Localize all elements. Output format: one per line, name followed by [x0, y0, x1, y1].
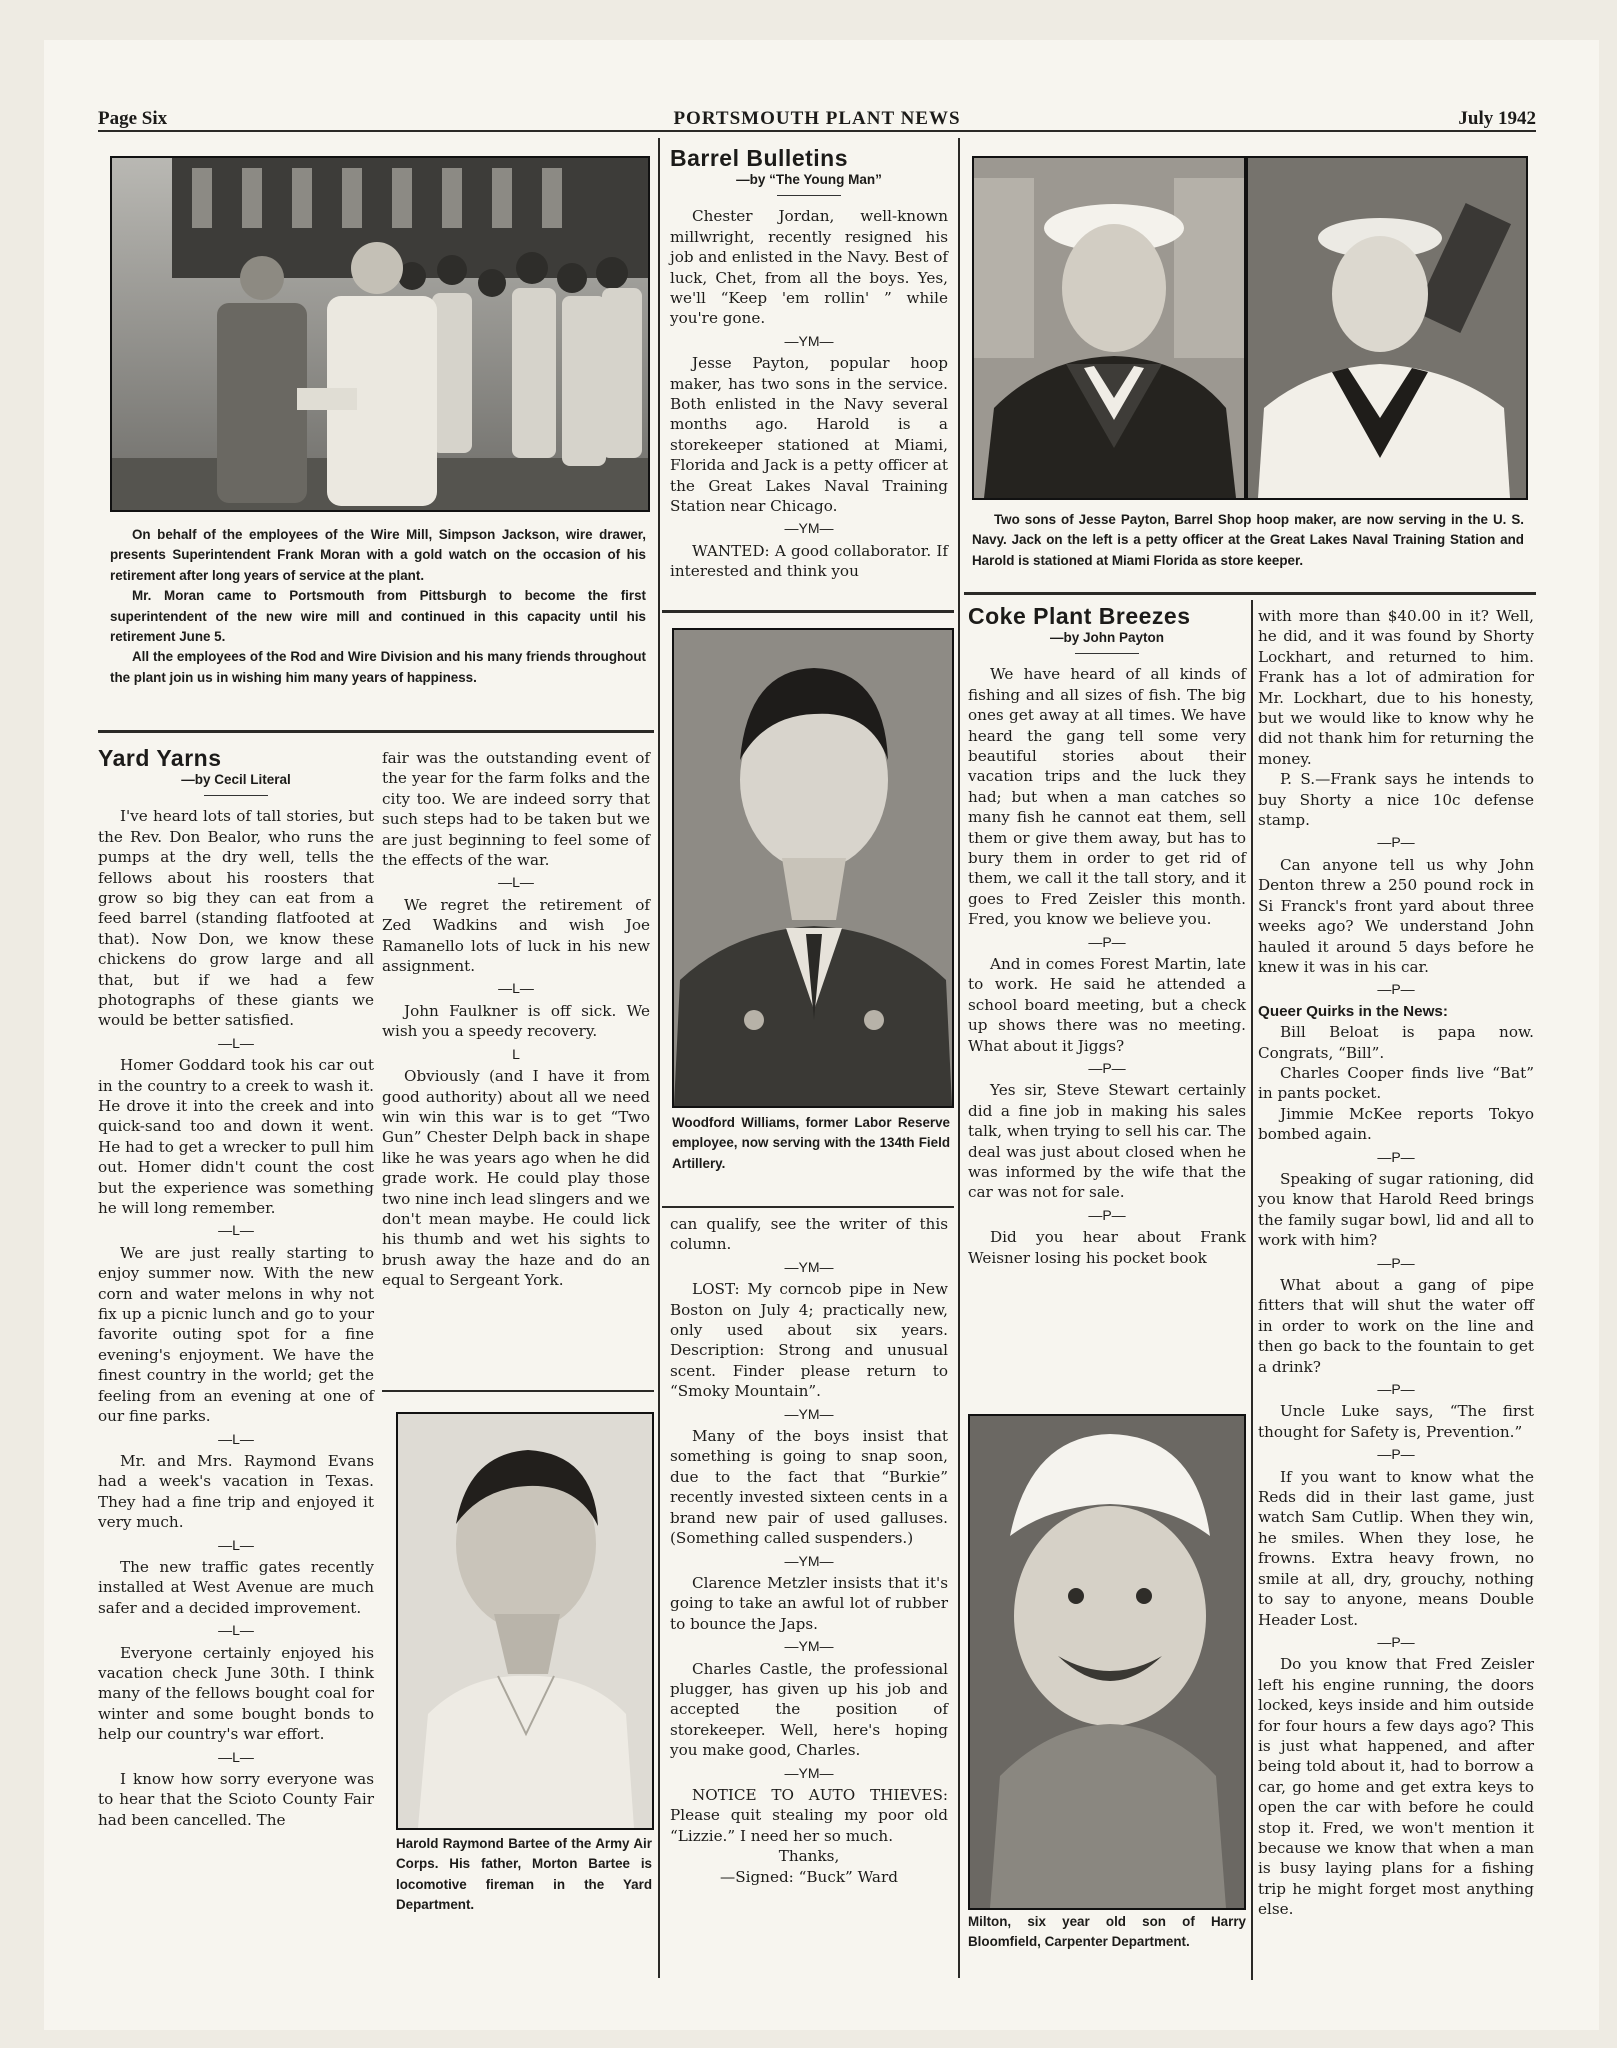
- page-header: [98, 108, 1536, 138]
- milton-photo: [968, 1414, 1246, 1910]
- coke-plant-title: Coke Plant Breezes: [968, 603, 1191, 629]
- milton-caption-text: Milton, six year old son of Harry Bloomfield, Carpenter Department.: [968, 1914, 1246, 1950]
- yard-yarns-byline: —by Cecil Literal: [181, 772, 291, 788]
- yard-yarns-paragraph: Homer Goddard took his car out in the country to a creek to wash it. He drove it into the creek and into quick-sand too and down it went. He had to get a wrecker to pull him out. Homer didn't count the cost but the experience was something he will long remember.: [98, 1056, 374, 1218]
- coke-plant-paragraph: What about a gang of pipe fitters that will shut the water off in order to work on the line and then go back to the fountain to get a drink?: [1258, 1276, 1534, 1376]
- barrel-bulletins-paragraph: can qualify, see the writer of this column.: [670, 1215, 948, 1254]
- coke-plant-paragraph: Yes sir, Steve Stewart certainly did a fine job in making his sales talk, when trying to sell his car. The deal was just about closed when he was informed by the wife that the car was not for sale.: [968, 1081, 1246, 1202]
- payton-sons-caption-text: Two sons of Jesse Payton, Barrel Shop hoop maker, are now serving in the U. S. Navy. Jack on the left is a petty officer at the Great Lakes Naval Training Station and Harold is stationed at Miami Florida as store keeper.: [972, 512, 1524, 568]
- coke-plant-rule: [1075, 653, 1139, 655]
- barrel-bulletins-separator: —YM—: [784, 1258, 834, 1275]
- barrel-bulletins-paragraph: Chester Jordan, well-known millwright, recently resigned his job and enlisted in the Navy. Best of luck, Chet, from all the boys. Yes, we'll “Keep 'em rollin' ” while you're gone.: [670, 207, 948, 328]
- coke-plant-paragraph: Uncle Luke says, “The first thought for Safety is, Prevention.”: [1258, 1402, 1534, 1441]
- williams-photo: [672, 628, 954, 1108]
- yard-yarns-separator: —L—: [218, 1034, 254, 1051]
- barrel-bulletins-paragraph: Jesse Payton, popular hoop maker, has two sons in the service. Both enlisted in the Navy several months ago. Harold is a storekeeper stationed at Miami, Florida and Jack is a petty officer at the Great Lakes Naval Training Station near Chicago.: [670, 354, 948, 515]
- coke-plant-paragraph: Did you hear about Frank Weisner losing his pocket book: [968, 1228, 1246, 1267]
- bartee-photo: [396, 1412, 654, 1830]
- williams-caption-text: Woodford Williams, former Labor Reserve employee, now serving with the 134th Field Artillery.: [672, 1115, 950, 1171]
- barrel-bulletins-separator: —YM—: [784, 1638, 834, 1655]
- yard-yarns-separator: —L—: [218, 1622, 254, 1639]
- yard-yarns-separator: —L—: [218, 1748, 254, 1765]
- yard-yarns-paragraph: Everyone certainly enjoyed his vacation check June 30th. I think many of the fellows bought coal for winter and some bought bonds to help our country's war effort.: [98, 1643, 374, 1744]
- yard-yarns-separator: —L—: [218, 1536, 254, 1553]
- yard-yarns-paragraph: I've heard lots of tall stories, but the Rev. Don Bealor, who runs the pumps at the dry well, tells the fellows about his roosters that grow so big they can eat from a feed barrel (standing flatfooted at that). Now Don, we know these chickens do grow large and all that, but if we had a few photographs of these giants we would be better satisfied.: [98, 807, 374, 1030]
- yard-yarns-column-1: [98, 745, 374, 1830]
- yard-yarns-paragraph: I know how sorry everyone was to hear that the Scioto County Fair had been cancelled. The: [98, 1770, 374, 1829]
- yard-yarns-paragraph: The new traffic gates recently installed at West Avenue are much safer and a decided improvement.: [98, 1557, 374, 1617]
- payton-sons-photo-jack: [972, 156, 1246, 500]
- yard-yarns-paragraph: Obviously (and I have it from good authority) about all we need win win this war is to get “Two Gun” Chester Delph back in shape like he was years ago when he did grade work. He could play those two nine inch lead slingers and we don't mean maybe. He could lick his thumb and wet his sights to brush away the haze and do an equal to Sergeant York.: [382, 1067, 650, 1290]
- issue-date: July 1942: [1458, 108, 1536, 129]
- yard-yarns-title: Yard Yarns: [98, 745, 222, 771]
- wire-mill-caption-p1: On behalf of the employees of the Wire Mill, Simpson Jackson, wire drawer, presents Superintendent Frank Moran with a gold watch on the occasion of his retirement after long years of service at the plant.: [110, 527, 646, 583]
- yard-yarns-separator: —L—: [218, 1430, 254, 1447]
- coke-plant-separator: —P—: [1377, 834, 1415, 851]
- coke-plant-paragraph: Speaking of sugar rationing, did you know that Harold Reed brings the family sugar bowl, lid and all to work with him?: [1258, 1169, 1534, 1250]
- coke-plant-paragraph: If you want to know what the Reds did in their last game, just watch Sam Cutlip. When they win, he smiles. When they lose, he frowns. Extra heavy frown, no smile at all, dry, grouchy, nothing to say to anyone, means Double Header Lost.: [1258, 1467, 1534, 1629]
- bartee-top-rule: [382, 1390, 654, 1392]
- milton-photo-image: [970, 1416, 1244, 1908]
- barrel-bulletins-paragraph: NOTICE TO AUTO THIEVES: Please quit stealing my poor old “Lizzie.” I need her so much.: [670, 1785, 948, 1845]
- wire-mill-caption-p2: Mr. Moran came to Portsmouth from Pittsburgh to become the first superintendent of the new wire mill and continued in this capacity until his retirement June 5.: [110, 588, 646, 645]
- yard-yarns-separator: L: [512, 1045, 520, 1062]
- yard-yarns-paragraph: Mr. and Mrs. Raymond Evans had a week's vacation in Texas. They had a fine trip and enjoyed it very much.: [98, 1451, 374, 1532]
- coke-plant-column-2: [1258, 606, 1534, 1920]
- jack-payton-image: [974, 158, 1244, 498]
- bartee-photo-image: [398, 1414, 652, 1828]
- yard-yarns-paragraph: John Faulkner is off sick. We wish you a speedy recovery.: [382, 1001, 650, 1041]
- barrel-bulletins-bottom: [670, 1214, 948, 1887]
- column-rule-2: [958, 138, 960, 1978]
- yard-top-rule: [98, 730, 654, 733]
- barrel-bulletins-separator: —YM—: [784, 1552, 834, 1569]
- coke-plant-column-1: [968, 603, 1246, 1268]
- newspaper-page: [44, 40, 1599, 2030]
- barrel-bulletins-title: Barrel Bulletins: [670, 145, 848, 171]
- header-rule: [98, 130, 1536, 132]
- paper-title: PORTSMOUTH PLANT NEWS: [673, 108, 961, 129]
- barrel-bulletins-separator: —YM—: [784, 1764, 834, 1781]
- wire-mill-photo: [110, 156, 650, 512]
- yard-yarns-separator: —L—: [498, 980, 534, 997]
- barrel-bulletins-paragraph: LOST: My corncob pipe in New Boston on July 4; practically new, only used about six years. Description: Strong and unusual scent. Finder please return to “Smoky Mountain”.: [670, 1280, 948, 1401]
- coke-plant-subheading: Queer Quirks in the News:: [1258, 1002, 1448, 1020]
- bartee-caption: [396, 1834, 652, 1916]
- coke-plant-separator: —P—: [1377, 1633, 1415, 1650]
- barrel-bulletins-separator: —YM—: [784, 1405, 834, 1422]
- barrel-bulletins-paragraph: WANTED: A good collaborator. If interested and think you: [670, 541, 948, 581]
- wire-mill-caption-p3: All the employees of the Rod and Wire Division and his many friends throughout the plant join us in wishing him many years of happiness.: [110, 649, 646, 685]
- yard-yarns-paragraph: fair was the outstanding event of the year for the farm folks and the city too. We are indeed sorry that such steps had to be taken but we are just beginning to feel some of the effects of the war.: [382, 749, 650, 870]
- coke-plant-paragraph: Can anyone tell us why John Denton threw a 250 pound rock in Si Franck's front yard about three weeks ago? We understand John hauled it around 5 days before he knew it was in his car.: [1258, 855, 1534, 976]
- coke-plant-paragraph: P. S.—Frank says he intends to buy Shorty a nice 10c defense stamp.: [1258, 770, 1534, 830]
- page-sheet: [98, 70, 1588, 2010]
- coke-plant-paragraph: with more than $40.00 in it? Well, he did, and it was found by Shorty Lockhart, and returned to him. Frank has a lot of admiration for Mr. Lockhart, due to his honesty, but we would like to know why he did not thank him for returning the money.: [1258, 607, 1534, 768]
- yard-yarns-separator: —L—: [218, 1222, 254, 1239]
- coke-plant-separator: —P—: [1088, 1206, 1126, 1223]
- williams-photo-image: [674, 630, 952, 1106]
- wire-mill-caption: [110, 525, 646, 688]
- coke-column-rule: [1251, 600, 1253, 1980]
- barrel-bulletins-separator: —YM—: [784, 520, 834, 537]
- coke-plant-paragraph: Charles Cooper finds live “Bat” in pants pocket.: [1258, 1063, 1534, 1103]
- williams-caption: [672, 1113, 950, 1174]
- coke-plant-separator: —P—: [1377, 1254, 1415, 1271]
- barrel-bottom-rule: [662, 1206, 954, 1208]
- barrel-bulletins-signoff: —Signed: “Buck” Ward: [720, 1867, 898, 1886]
- yard-yarns-paragraph: We are just really starting to enjoy summer now. With the new corn and water melons in why not fix up a picnic lunch and go to your favorite outing spot for a fine evening's enjoyment. We have the finest country in the world; get the feeling from an evening at one of our fine parks.: [98, 1243, 374, 1426]
- bartee-caption-text: Harold Raymond Bartee of the Army Air Corps. His father, Morton Bartee is locomotive fireman in the Yard Department.: [396, 1836, 652, 1913]
- coke-plant-separator: —P—: [1088, 933, 1126, 950]
- coke-top-rule: [964, 592, 1536, 595]
- barrel-bulletins-paragraph: Clarence Metzler insists that it's going to take an awful lot of rubber to bounce the Japs.: [670, 1573, 948, 1633]
- yard-yarns-column-2: [382, 748, 650, 1291]
- yard-yarns-separator: —L—: [498, 874, 534, 891]
- wire-mill-photo-image: [112, 158, 648, 510]
- yard-yarns-paragraph: We regret the retirement of Zed Wadkins and wish Joe Ramanello lots of luck in his new assignment.: [382, 895, 650, 976]
- barrel-bulletins-top: [670, 145, 948, 582]
- coke-plant-separator: —P—: [1377, 1148, 1415, 1165]
- barrel-bulletins-paragraph: Charles Castle, the professional plugger, has given up his job and accepted the position of storekeeper. Well, here's hoping you make good, Charles.: [670, 1659, 948, 1760]
- column-rule-1: [658, 138, 660, 1978]
- coke-plant-separator: —P—: [1377, 1381, 1415, 1398]
- barrel-bulletins-paragraph: Many of the boys insist that something is going to snap soon, due to the fact that “Burkie” recently invested sixteen cents in a brand new pair of used galluses. (Something called suspenders.): [670, 1427, 948, 1548]
- coke-plant-byline: —by John Payton: [1049, 630, 1164, 646]
- barrel-bulletins-byline: —by “The Young Man”: [736, 172, 882, 188]
- payton-sons-caption: [972, 510, 1524, 571]
- coke-plant-paragraph: Do you know that Fred Zeisler left his engine running, the doors locked, keys inside and him outside for four hours a few days ago? This is just what happened, and after being told about it, had to borrow a car, go home and get extra keys to open the car with before he could stop it. Fred, we won't mention it because we know that when a man is busy laying plans for a fishing trip he might forget most anything else.: [1258, 1655, 1534, 1919]
- barrel-bulletins-rule: [777, 195, 841, 197]
- harold-payton-image: [1248, 158, 1526, 498]
- coke-plant-paragraph: Bill Beloat is papa now. Congrats, “Bill”.: [1258, 1023, 1534, 1062]
- coke-plant-separator: —P—: [1377, 981, 1415, 998]
- milton-caption: [968, 1912, 1246, 1953]
- page-number: Page Six: [98, 108, 168, 129]
- barrel-bulletins-signoff: Thanks,: [778, 1847, 840, 1866]
- coke-plant-separator: —P—: [1377, 1446, 1415, 1463]
- yard-yarns-rule: [204, 795, 268, 797]
- payton-sons-photo-harold: [1246, 156, 1528, 500]
- barrel-bulletins-separator: —YM—: [784, 332, 834, 349]
- coke-plant-paragraph: Jimmie McKee reports Tokyo bombed again.: [1258, 1104, 1534, 1144]
- williams-top-rule: [662, 610, 954, 613]
- coke-plant-paragraph: We have heard of all kinds of fishing and all sizes of fish. The big ones get away at all times. We have heard the gang tell some very beautiful stories about their vacation trips and the luck they had; but when a man catches so many fish he cannot eat them, sell them or give them away, but has to bury them in order to get rid of them, we call it the tall story, and it goes to Fred Zeisler this month. Fred, you know we believe you.: [968, 665, 1246, 929]
- coke-plant-separator: —P—: [1088, 1060, 1126, 1077]
- coke-plant-paragraph: And in comes Forest Martin, late to work. He said he attended a school board meeting, but a check up shows there was no meeting. What about it Jiggs?: [968, 955, 1246, 1055]
